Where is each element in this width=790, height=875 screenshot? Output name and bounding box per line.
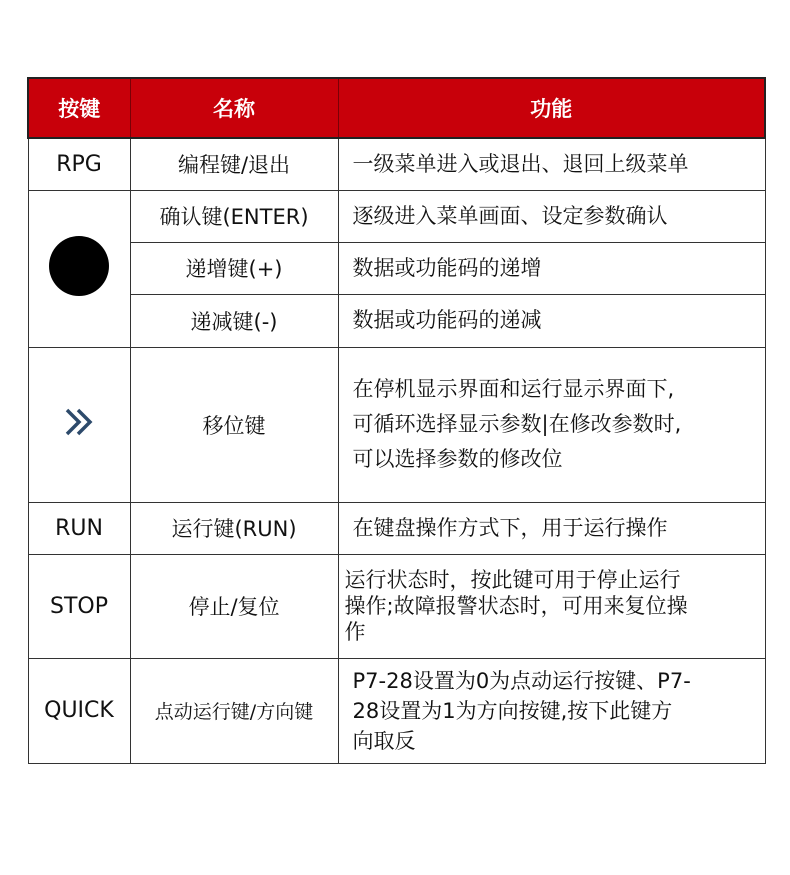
function-line: 28设置为1为方向按键,按下此键方 [352,698,673,723]
function-line: 作 [344,620,366,644]
function-line: P7-28设置为0为点动运行按键、P7- [352,668,691,693]
name-cell: 点动运行键/方向键 [130,658,338,763]
name-cell: 运行键(RUN) [130,502,338,554]
name-cell: 递减键(-) [130,294,338,347]
name-cell: 编程键/退出 [130,138,338,190]
table-row [28,294,765,347]
header-name: 名称 [130,78,338,138]
name-cell: 递增键(+) [130,242,338,294]
key-cell [28,190,130,347]
function-line: 在停机显示界面和运行显示界面下, [352,377,675,401]
table-row [28,138,765,190]
key-cell: RUN [28,502,130,554]
name-cell: 移位键 [130,347,338,502]
function-cell: 逐级进入菜单画面、设定参数确认 [338,190,765,242]
function-cell [338,347,765,502]
function-cell: 一级菜单进入或退出、退回上级菜单 [338,138,765,190]
function-line: 操作;故障报警状态时，可用来复位操 [344,594,688,618]
key-function-table [27,77,766,764]
key-cell: QUICK [28,658,130,763]
table-row [28,190,765,242]
table-row [28,347,765,502]
function-line: 运行状态时，按此键可用于停止运行 [344,568,681,592]
table-row [28,658,765,763]
header-key: 按键 [28,78,130,138]
function-cell [338,658,765,763]
table-row [28,554,765,658]
double-chevron-right-icon [59,402,99,442]
function-line: 可以选择参数的修改位 [352,447,563,471]
key-cell [28,347,130,502]
table-row [28,242,765,294]
function-cell [338,554,765,658]
function-cell: 在键盘操作方式下，用于运行操作 [338,502,765,554]
name-cell: 确认键(ENTER) [130,190,338,242]
filled-circle-icon [49,236,109,296]
function-cell: 数据或功能码的递减 [338,294,765,347]
table-header-row [28,78,765,138]
key-cell: RPG [28,138,130,190]
header-function: 功能 [338,78,765,138]
function-line: 可循环选择显示参数|在修改参数时, [352,412,682,436]
function-cell: 数据或功能码的递增 [338,242,765,294]
name-cell: 停止/复位 [130,554,338,658]
key-cell: STOP [28,554,130,658]
function-line: 向取反 [352,728,416,753]
table-row [28,502,765,554]
